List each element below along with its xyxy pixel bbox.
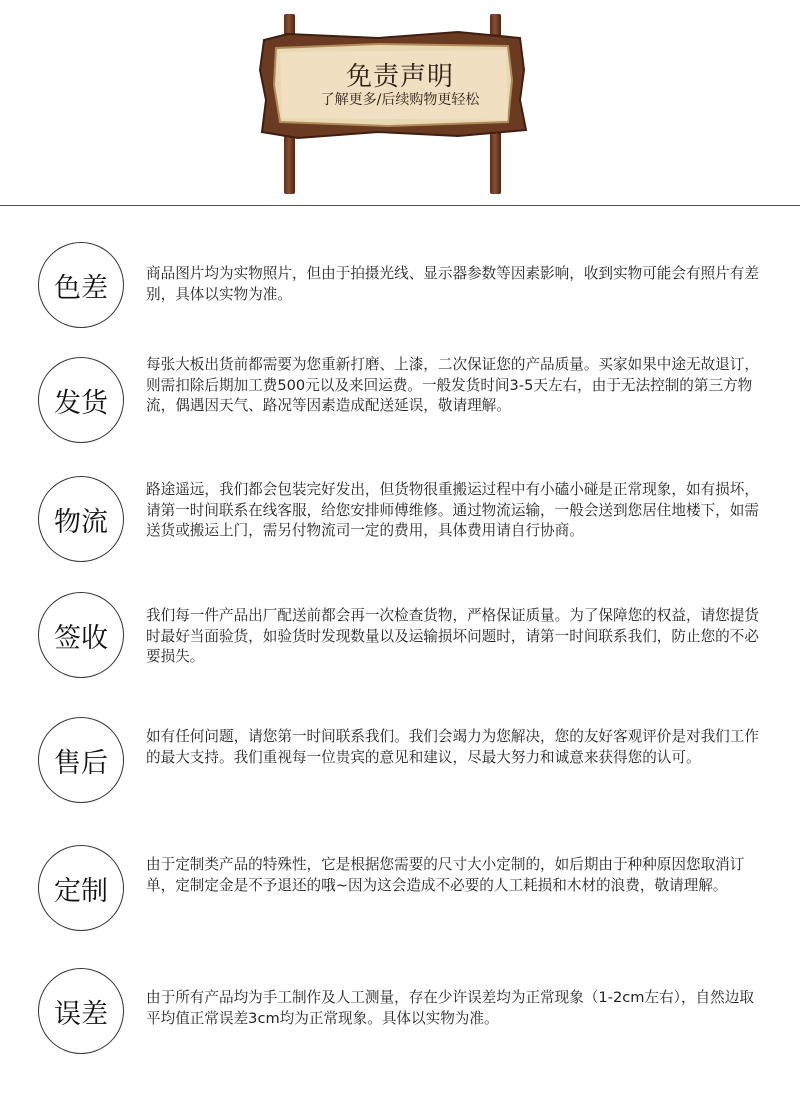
page-subtitle: 了解更多/后续购物更轻松 [320, 92, 480, 108]
notice-text: 路途遥远，我们都会包装完好发出，但货物很重搬运过程中有小磕小碰是正常现象，如有损坏，请第一时间联系在线客服，给您安排师傅维修。通过物流运输，一般会送到您居住地楼下，如需送货或搬运上门，需另付物流司一定的费用，具体费用请自行协商。 [146, 481, 759, 539]
circle-label: 物流 [38, 476, 124, 562]
page-title: 免责声明 [345, 62, 454, 92]
notice-text: 由于定制类产品的特殊性，它是根据您需要的尺寸大小定制的，如后期由于种种原因您取消订单，定制定金是不予退还的哦~因为这会造成不必要的人工耗损和木材的浪费，敬请理解。 [146, 856, 745, 894]
notice-text: 由于所有产品均为手工制作及人工测量，存在少许误差均为正常现象（1-2cm左右），自然边取平均值正常误差3cm均为正常现象。具体以实物为准。 [146, 989, 754, 1027]
circle-label: 售后 [38, 717, 124, 803]
notice-text: 我们每一件产品出厂配送前都会再一次检查货物，严格保证质量。为了保障您的权益，请您提货时最好当面验货，如验货时发现数量以及运输损坏问题时，请第一时间联系我们，防止您的不必要损失。 [146, 607, 759, 665]
notice-text: 每张大板出货前都需要为您重新打磨、上漆，二次保证您的产品质量。买家如果中途无故退订，则需扣除后期加工费500元以及来回运费。一般发货时间3-5天左右，由于无法控制的第三方物流，偶遇因天气、路况等因素造成配送延误，敬请理解。 [146, 356, 759, 414]
circle-label: 签收 [38, 592, 124, 678]
header-sign [0, 0, 800, 205]
notice-text: 如有任何问题，请您第一时间联系我们。我们会竭力为您解决，您的友好客观评价是对我们工作的最大支持。我们重视每一位贵宾的意见和建议，尽最大努力和诚意来获得您的认可。 [146, 728, 759, 766]
circle-label: 定制 [38, 845, 124, 931]
notice-text: 商品图片均为实物照片，但由于拍摄光线、显示器参数等因素影响，收到实物可能会有照片有差别，具体以实物为准。 [146, 265, 759, 303]
circle-label: 发货 [38, 357, 124, 443]
circle-label: 色差 [38, 242, 124, 328]
circle-label: 误差 [38, 968, 124, 1054]
header-divider [0, 205, 800, 206]
